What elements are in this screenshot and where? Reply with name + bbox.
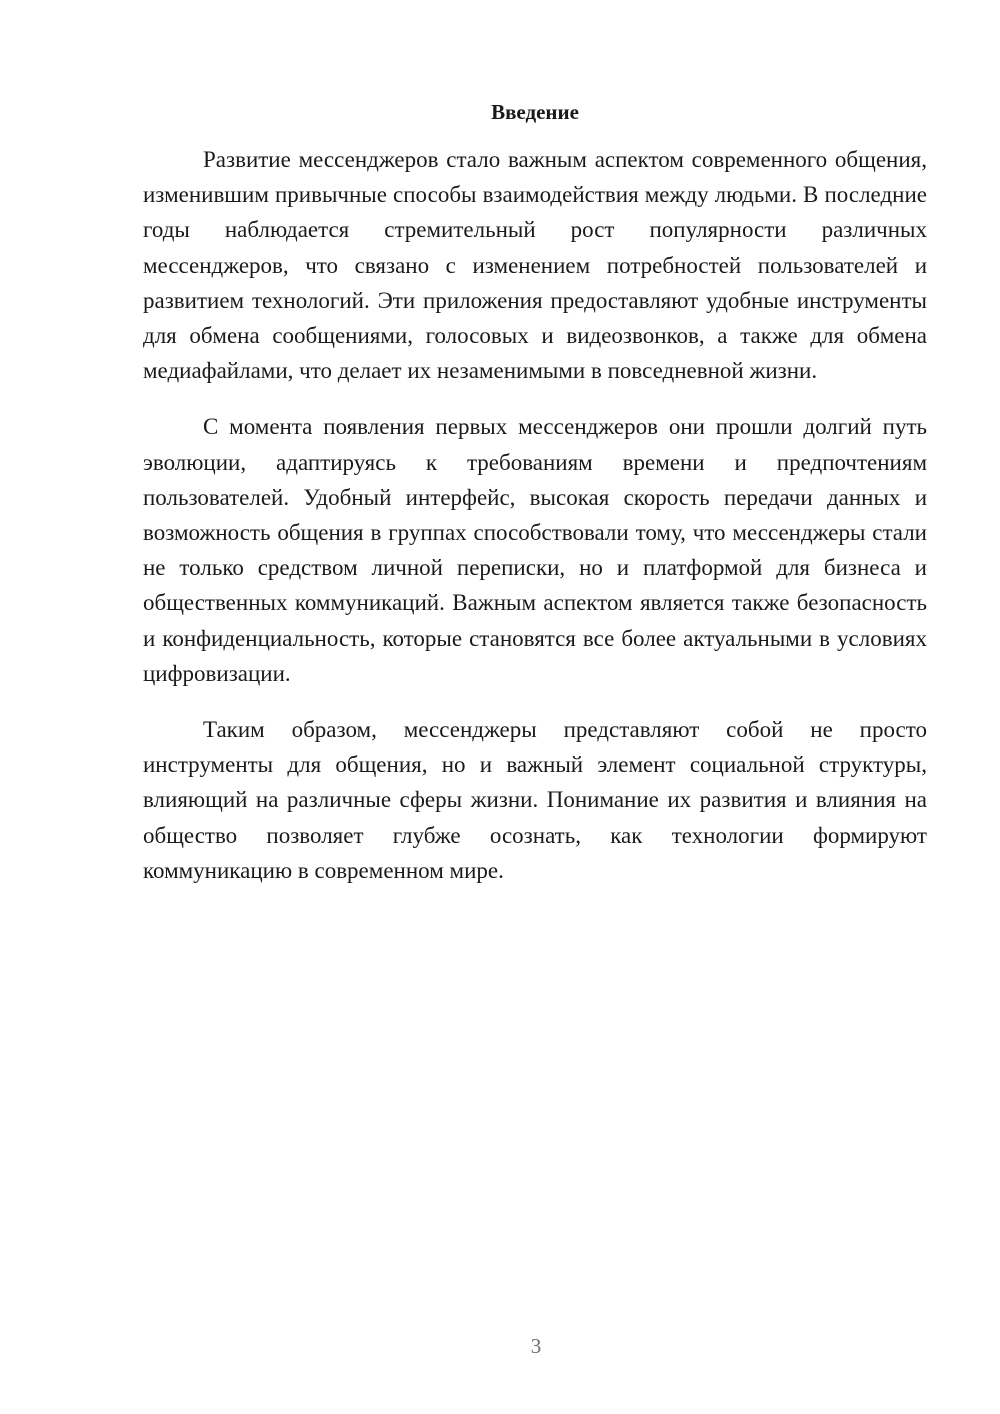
paragraph-2: С момента появления первых мессенджеров они прошли долгий путь эволюции, адаптируясь к требованиям времени и предпочтениям пользователей. Удобный интерфейс, высокая скорость передачи данных и возможность общения в группах способствовали тому, что мессенджеры стали не только средством личной переписки, но и платформой для бизнеса и общественных коммуникаций. Важным аспектом является также безопасность и конфиденциальность, которые становятся все более актуальными в условиях цифровизации.: [143, 414, 927, 686]
paragraph-3: Таким образом, мессенджеры представляют собой не просто инструменты для общения, но и важный элемент социальной структуры, влияющий на различные сферы жизни. Понимание их развития и влияния на общество позволяет глубже осознать, как технологии формируют коммуникацию в современном мире.: [143, 717, 927, 883]
page-number: 3: [530, 1334, 542, 1358]
section-title: Введение: [491, 100, 579, 124]
body-text: [143, 142, 927, 909]
paragraph-1: Развитие мессенджеров стало важным аспектом современного общения, изменившим привычные способы взаимодействия между людьми. В последние годы наблюдается стремительный рост популярности различных мессенджеров, что связано с изменением потребностей пользователей и развитием технологий. Эти приложения предоставляют удобные инструменты для обмена сообщениями, голосовых и видеозвонков, а также для обмена медиафайлами, что делает их незаменимыми в повседневной жизни.: [143, 147, 927, 384]
